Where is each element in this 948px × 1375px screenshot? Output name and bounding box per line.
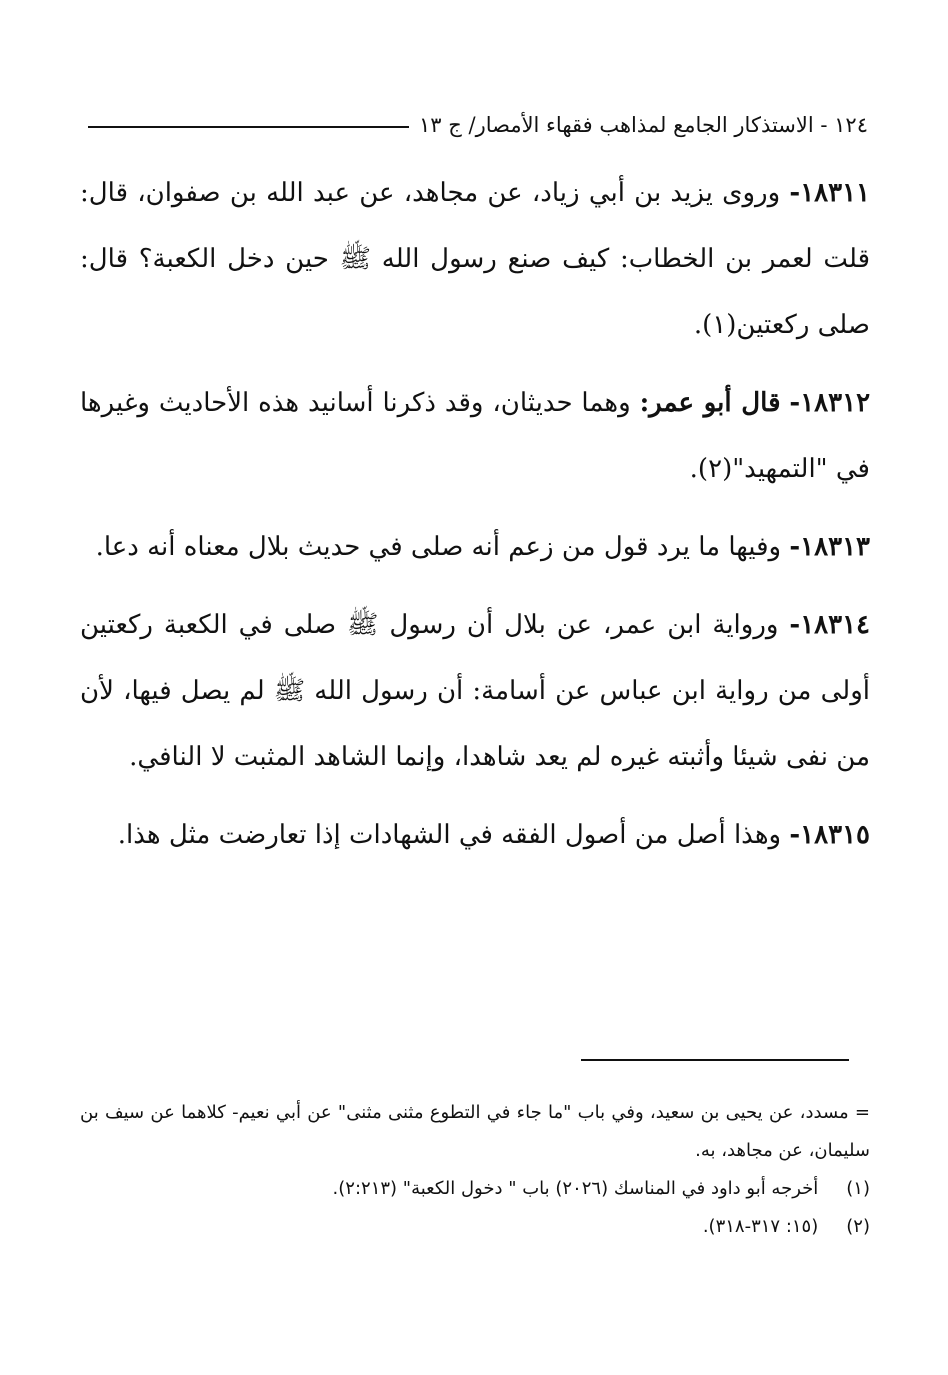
paragraph-number: ١٨٣١١- bbox=[789, 178, 871, 208]
running-head bbox=[88, 108, 868, 142]
paragraph-18313 bbox=[80, 514, 870, 580]
footnote-separator bbox=[581, 1059, 849, 1061]
footnote-text: أخرجه أبو داود في المناسك (٢٠٢٦) باب " دخول الكعبة" (٢:٢١٣). bbox=[332, 1178, 819, 1199]
paragraph-text: وهما حديثان، وقد ذكرنا أسانيد هذه الأحاديث وغيرها في "التمهيد"(٢). bbox=[80, 388, 870, 484]
paragraph-text: ورواية ابن عمر، عن بلال أن رسول ﷺ صلى في الكعبة ركعتين أولى من رواية ابن عباس عن أسامة: أن رسول الله ﷺ لم يصل فيها، لأن من نفى شيئا وأثبته غيره لم يعد شاهدا، وإنما الشاهد المثبت لا النافي. bbox=[80, 610, 870, 772]
paragraph-18312 bbox=[80, 370, 870, 502]
paragraph-18314 bbox=[80, 592, 870, 790]
paragraph-text: وهذا أصل من أصول الفقه في الشهادات إذا تعارضت مثل هذا. bbox=[117, 820, 782, 850]
paragraph-text: وفيها ما يرد قول من زعم أنه صلى في حديث بلال معناه أنه دعا. bbox=[95, 532, 782, 562]
footnote-mark: (١) bbox=[846, 1178, 870, 1199]
paragraph-18311 bbox=[80, 160, 870, 358]
paragraph-text: وروى يزيد بن أبي زياد، عن مجاهد، عن عبد الله بن صفوان، قال: قلت لعمر بن الخطاب: كيف صنع رسول الله ﷺ حين دخل الكعبة؟ قال: صلى ركعتين(١). bbox=[80, 178, 870, 340]
footnote-continuation: = مسدد، عن يحيى بن سعيد، وفي باب "ما جاء في التطوع مثنى مثنى" عن أبي نعيم- كلاهما عن سيف بن سليمان، عن مجاهد، به. bbox=[80, 1102, 870, 1161]
footnotes bbox=[80, 1094, 870, 1246]
paragraph-18315 bbox=[80, 802, 870, 868]
paragraph-number: ١٨٣١٣- bbox=[789, 532, 870, 562]
footnote-mark: (٢) bbox=[846, 1216, 870, 1237]
paragraph-number: ١٨٣١٢- bbox=[789, 388, 871, 418]
footnote-1 bbox=[80, 1170, 870, 1208]
paragraph-number: ١٨٣١٤- bbox=[789, 610, 871, 640]
running-head-rule bbox=[88, 126, 409, 128]
running-head-text: ١٢٤ - الاستذكار الجامع لمذاهب فقهاء الأمصار/ ج ١٣ bbox=[419, 113, 868, 137]
paragraph-number: ١٨٣١٥- bbox=[789, 820, 870, 850]
speaker-label: قال أبو عمر: bbox=[639, 388, 781, 418]
footnote-2 bbox=[80, 1208, 870, 1246]
body-text bbox=[80, 160, 870, 872]
footnote-text: (١٥: ٣١٧-٣١٨). bbox=[702, 1216, 819, 1237]
